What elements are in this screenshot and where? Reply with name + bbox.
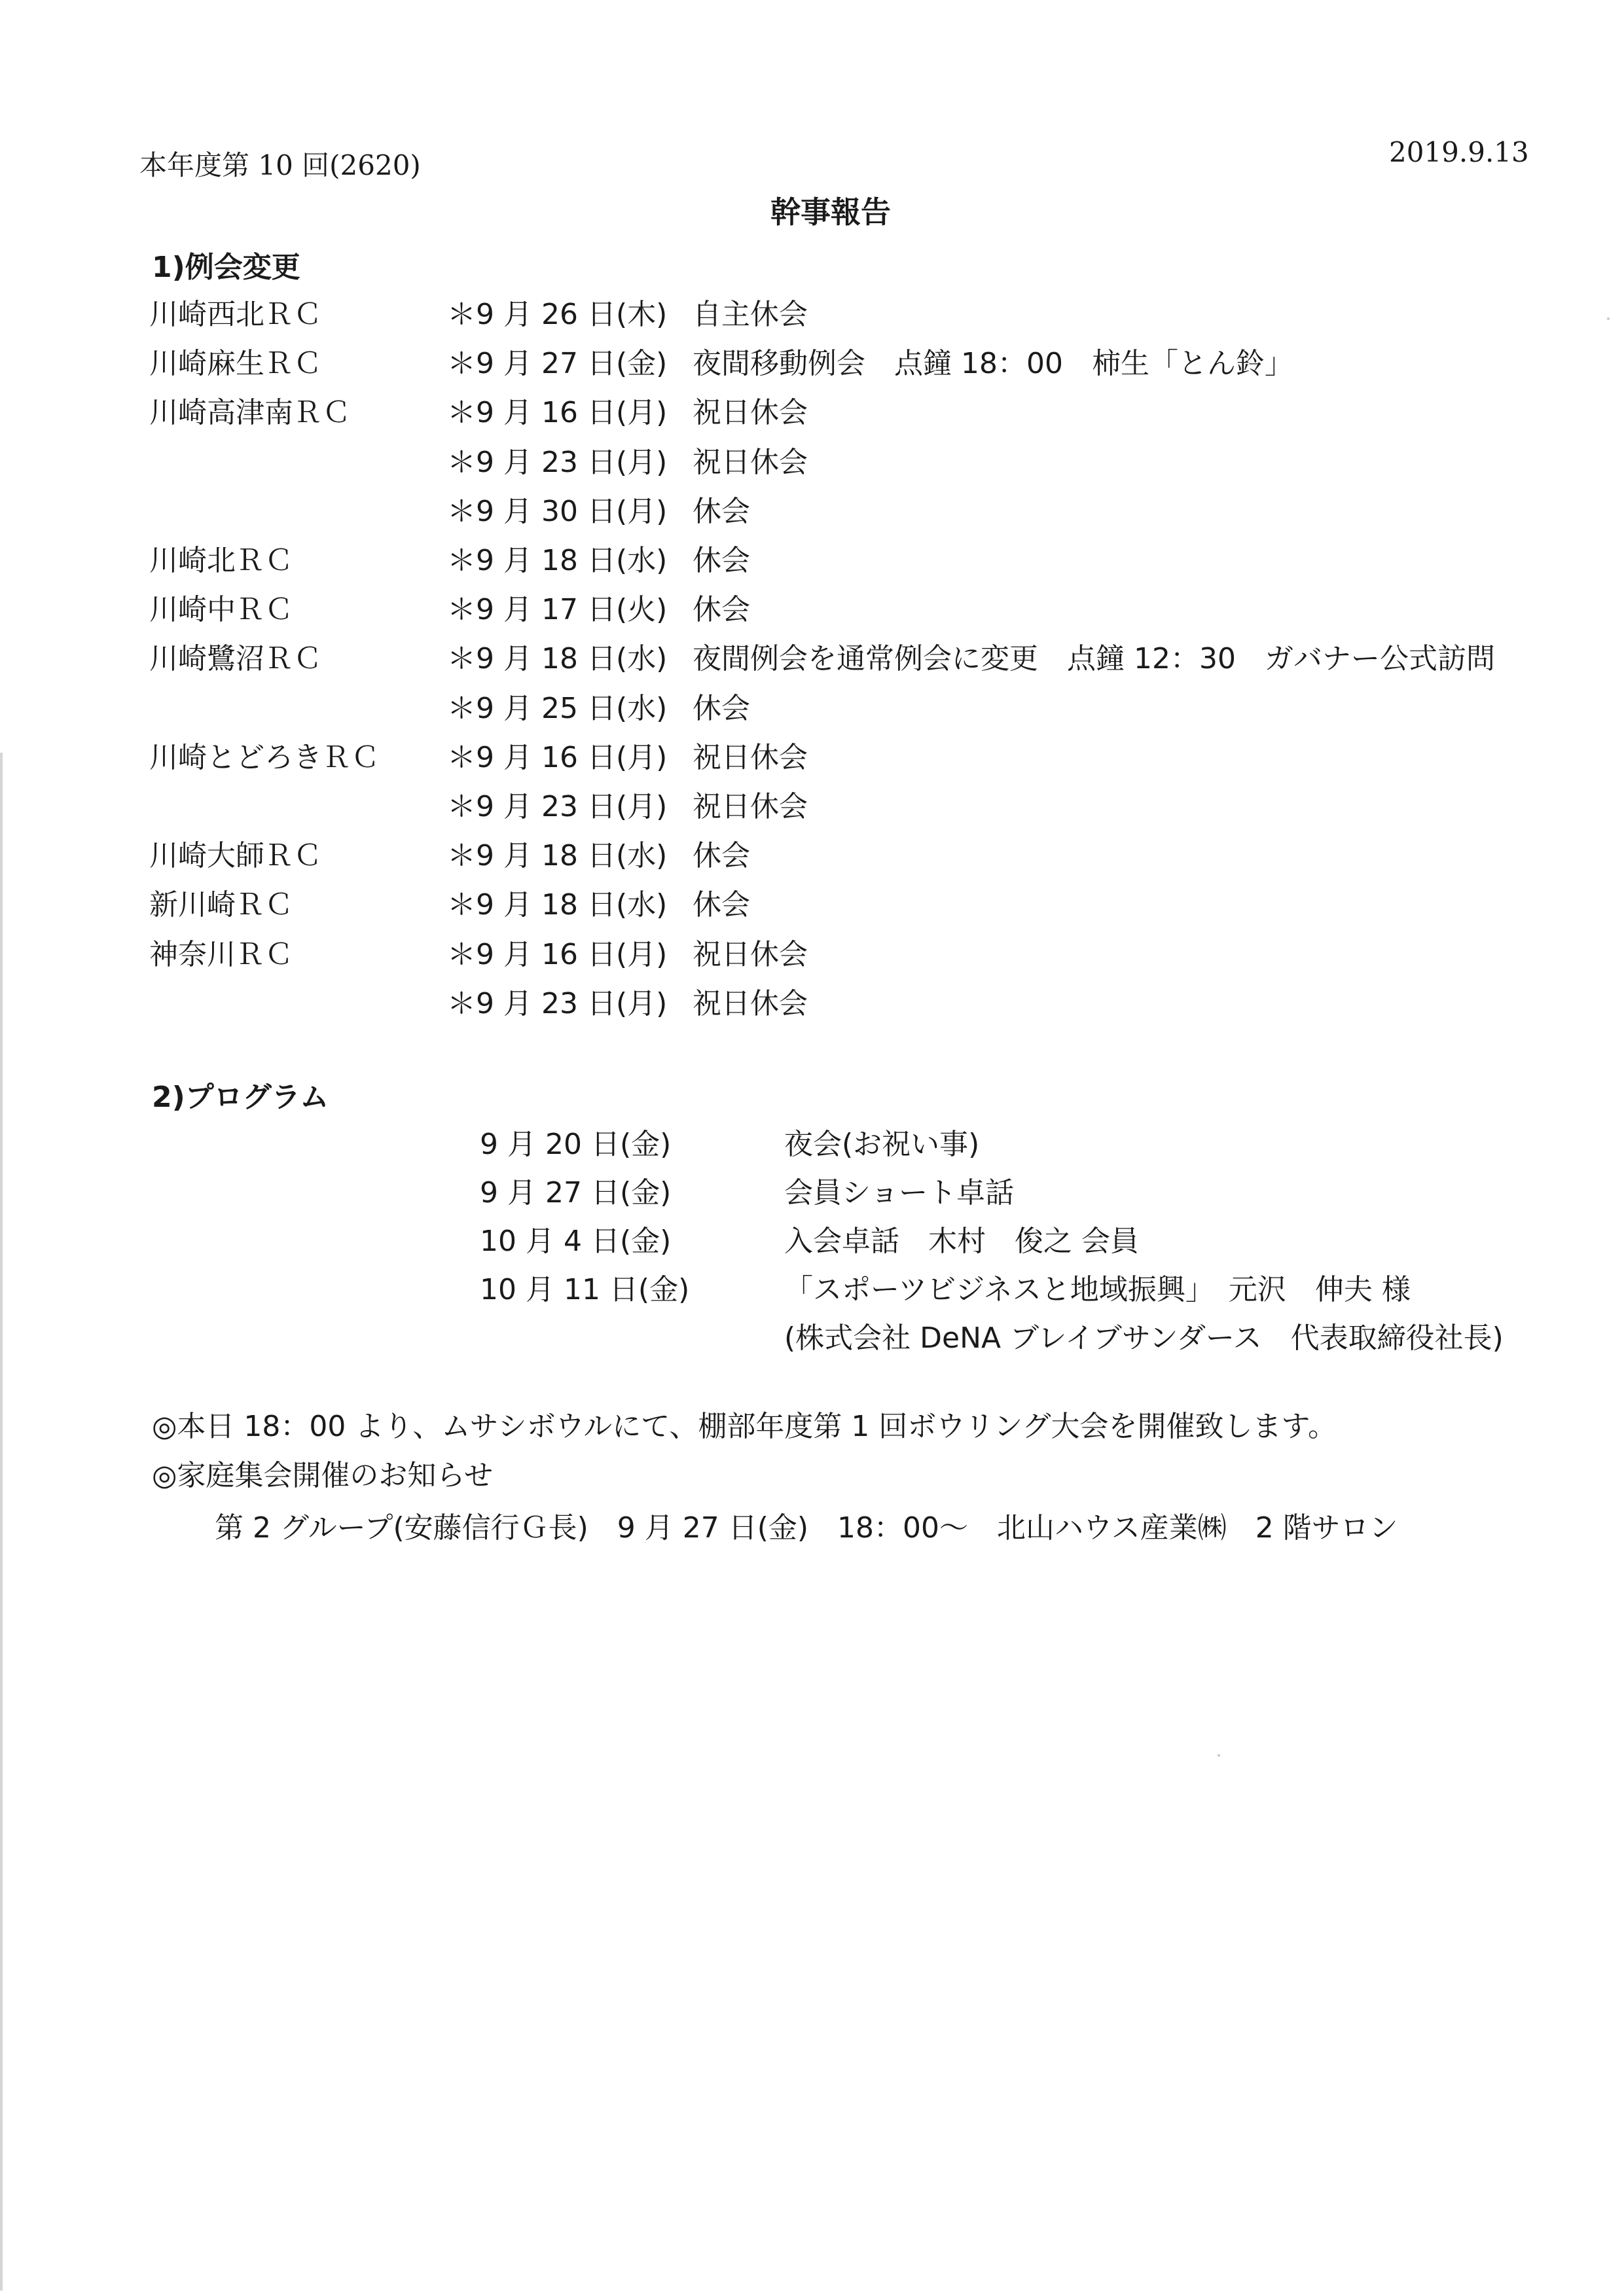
- meeting-change-note: 休会: [693, 593, 750, 626]
- meeting-change-club: 新川崎ＲＣ: [149, 888, 293, 922]
- program-item: 入会卓話 木村 俊之 会員: [784, 1225, 1139, 1258]
- program-item: 会員ショート卓話: [784, 1176, 1015, 1210]
- scan-dust: [1218, 1754, 1220, 1757]
- meeting-change-note: 休会: [693, 888, 750, 922]
- meeting-change-date: ＊9 月 23 日(月): [447, 446, 668, 479]
- meeting-change-note: 休会: [693, 495, 750, 528]
- meeting-change-date: ＊9 月 18 日(水): [447, 642, 668, 675]
- meeting-change-note: 休会: [693, 544, 750, 577]
- scan-dust: [1607, 317, 1610, 320]
- meeting-change-date: ＊9 月 27 日(金): [447, 347, 668, 380]
- meeting-change-note: 夜間移動例会 点鐘 18：00 柿生「とん鈴」: [693, 347, 1293, 380]
- meeting-change-note: 祝日休会: [693, 790, 808, 823]
- meeting-change-note: 祝日休会: [693, 938, 808, 971]
- section-heading-program: 2)プログラム: [152, 1081, 329, 1114]
- program-item: 夜会(お祝い事): [784, 1128, 980, 1161]
- meeting-change-club: 神奈川ＲＣ: [149, 938, 293, 971]
- meeting-change-note: 祝日休会: [693, 446, 808, 479]
- meeting-change-date: ＊9 月 23 日(月): [447, 790, 668, 823]
- meeting-change-club: 川崎高津南ＲＣ: [149, 396, 351, 429]
- meeting-change-club: 川崎麻生ＲＣ: [149, 347, 322, 380]
- meeting-change-date: ＊9 月 18 日(水): [447, 888, 668, 922]
- report-date: 2019.9.13: [1389, 136, 1529, 168]
- meeting-change-date: ＊9 月 16 日(月): [447, 741, 668, 774]
- meeting-change-note: 祝日休会: [693, 741, 808, 774]
- scan-edge-line: [0, 753, 3, 2291]
- section-heading-meeting-changes: 1)例会変更: [152, 251, 300, 284]
- meeting-change-date: ＊9 月 30 日(月): [447, 495, 668, 528]
- meeting-change-date: ＊9 月 26 日(木): [447, 298, 668, 331]
- meeting-change-date: ＊9 月 18 日(水): [447, 839, 668, 872]
- meeting-change-date: ＊9 月 18 日(水): [447, 544, 668, 577]
- meeting-change-date: ＊9 月 16 日(月): [447, 938, 668, 971]
- meeting-change-note: 夜間例会を通常例会に変更 点鐘 12：30 ガバナー公式訪問: [693, 642, 1495, 675]
- program-date: 9 月 20 日(金): [480, 1128, 672, 1161]
- meeting-change-note: 自主休会: [693, 298, 808, 331]
- meeting-change-note: 休会: [693, 692, 750, 725]
- page-title: 幹事報告: [770, 194, 891, 230]
- meeting-change-note: 祝日休会: [693, 987, 808, 1020]
- meeting-change-note: 祝日休会: [693, 396, 808, 429]
- bowling-notice: ◎本日 18：00 より、ムサシボウルにて、棚部年度第 1 回ボウリング大会を開催致します。: [152, 1410, 1337, 1443]
- family-meeting-heading: ◎家庭集会開催のお知らせ: [152, 1459, 494, 1492]
- meeting-change-date: ＊9 月 16 日(月): [447, 396, 668, 429]
- meeting-change-club: 川崎北ＲＣ: [149, 544, 293, 577]
- program-date: 10 月 4 日(金): [480, 1225, 672, 1258]
- program-item: 「スポーツビジネスと地域振興」 元沢 伸夫 様: [784, 1273, 1411, 1306]
- meeting-change-date: ＊9 月 23 日(月): [447, 987, 668, 1020]
- meeting-change-club: 川崎西北ＲＣ: [149, 298, 322, 331]
- program-date: 10 月 11 日(金): [480, 1273, 690, 1306]
- meeting-change-club: 川崎鷺沼ＲＣ: [149, 642, 322, 675]
- meeting-change-note: 休会: [693, 839, 750, 872]
- meeting-change-club: 川崎大師ＲＣ: [149, 839, 322, 872]
- program-date: 9 月 27 日(金): [480, 1176, 672, 1210]
- meeting-change-club: 川崎中ＲＣ: [149, 593, 293, 626]
- family-meeting-detail: 第 2 グループ(安藤信行Ｇ長) 9 月 27 日(金) 18：00～ 北山ハウス産業㈱ 2 階サロン: [215, 1511, 1398, 1545]
- meeting-change-date: ＊9 月 25 日(水): [447, 692, 668, 725]
- meeting-change-date: ＊9 月 17 日(火): [447, 593, 668, 626]
- meeting-change-club: 川崎とどろきＲＣ: [149, 741, 380, 774]
- program-item: (株式会社 DeNA ブレイブサンダース 代表取締役社長): [784, 1321, 1504, 1355]
- meeting-number: 本年度第 10 回(2620): [139, 149, 421, 181]
